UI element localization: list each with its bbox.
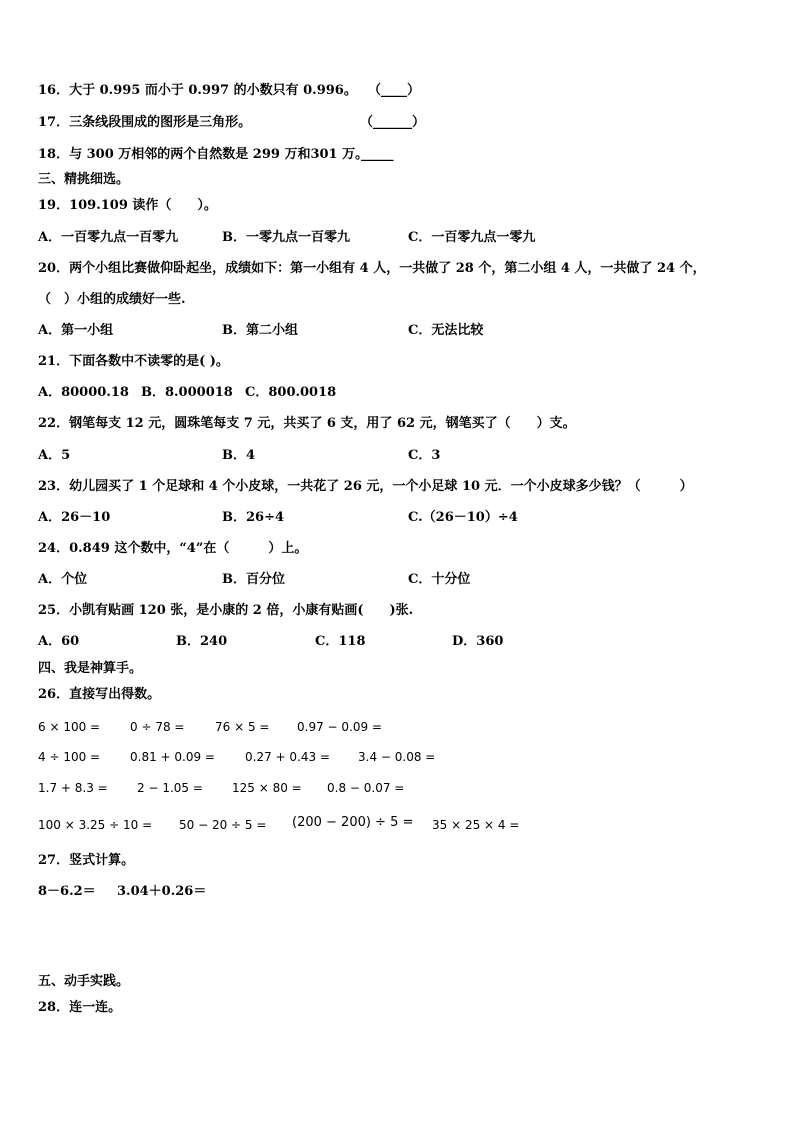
section-5-heading: 五、动手实践。	[38, 974, 130, 989]
q20-text-line2: （ ）小组的成绩好一些.	[38, 292, 186, 307]
section-3-heading: 三、精挑细选。	[38, 172, 130, 187]
q25-option-c[interactable]: C．118	[315, 634, 366, 649]
calc-r4-c3: (200 − 200) ÷ 5 =	[292, 815, 414, 830]
q26-text: 26．直接写出得数。	[38, 687, 161, 702]
q16-text: 16．大于 0.995 而小于 0.997 的小数只有 0.996。	[38, 83, 357, 98]
calc-r4-c2: 50 − 20 ÷ 5 =	[179, 818, 267, 832]
calc-r3-c1: 1.7 + 8.3 =	[38, 781, 108, 795]
calc-r2-c1: 4 ÷ 100 =	[38, 750, 101, 764]
q25-option-a[interactable]: A．60	[38, 634, 80, 649]
q19-option-a[interactable]: A．一百零九点一百零九	[38, 230, 179, 245]
q21-text: 21．下面各数中不读零的是( )。	[38, 354, 229, 369]
q20-option-b[interactable]: B．第二小组	[222, 323, 298, 338]
q27-expression-1: 8－6.2＝	[38, 884, 96, 899]
q21-option-c[interactable]: C．800.0018	[245, 385, 337, 400]
q23-option-c[interactable]: C.（26－10）÷4	[408, 510, 518, 525]
q22-option-a[interactable]: A．5	[38, 448, 71, 463]
calc-r1-c4: 0.97 − 0.09 =	[297, 720, 382, 734]
q22-text: 22．钢笔每支 12 元，圆珠笔每支 7 元，共买了 6 支，用了 62 元，钢笔买了（ ）支。	[38, 416, 576, 431]
q20-option-a[interactable]: A．第一小组	[38, 323, 114, 338]
calc-r3-c4: 0.8 − 0.07 =	[327, 781, 405, 795]
q17-text: 17．三条线段围成的图形是三角形。	[38, 115, 252, 130]
q16-answer-blank[interactable]: （____）	[368, 83, 421, 98]
q27-text: 27．竖式计算。	[38, 853, 135, 868]
q18-answer-blank[interactable]: _____	[361, 147, 394, 162]
q27-expression-2: 3.04＋0.26＝	[117, 884, 207, 899]
q17-answer-blank[interactable]: （______）	[360, 115, 426, 130]
q21-option-b[interactable]: B．8.000018	[141, 385, 233, 400]
calc-r1-c2: 0 ÷ 78 =	[130, 720, 185, 734]
calc-r1-c3: 76 × 5 =	[215, 720, 270, 734]
q24-option-a[interactable]: A．个位	[38, 572, 88, 587]
calc-r1-c1: 6 × 100 =	[38, 720, 101, 734]
section-4-heading: 四、我是神算手。	[38, 661, 143, 676]
q24-option-b[interactable]: B．百分位	[222, 572, 285, 587]
q19-option-c[interactable]: C．一百零九点一零九	[408, 230, 536, 245]
calc-r2-c2: 0.81 + 0.09 =	[130, 750, 215, 764]
calc-r3-c2: 2 − 1.05 =	[137, 781, 203, 795]
q25-option-b[interactable]: B．240	[176, 634, 228, 649]
q19-text: 19．109.109 读作（ ）。	[38, 198, 217, 213]
calc-r4-c4: 35 × 25 × 4 =	[432, 818, 520, 832]
calc-r4-c1: 100 × 3.25 ÷ 10 =	[38, 818, 153, 832]
q23-option-a[interactable]: A．26－10	[38, 510, 111, 525]
q20-option-c[interactable]: C．无法比较	[408, 323, 484, 338]
calc-r2-c3: 0.27 + 0.43 =	[245, 750, 330, 764]
calc-r3-c3: 125 × 80 =	[232, 781, 302, 795]
q22-option-b[interactable]: B．4	[222, 448, 256, 463]
q23-option-b[interactable]: B．26÷4	[222, 510, 285, 525]
q25-option-d[interactable]: D．360	[452, 634, 504, 649]
calc-r2-c4: 3.4 − 0.08 =	[358, 750, 436, 764]
q24-text: 24．0.849 这个数中，“4”在（ ）上。	[38, 541, 308, 556]
q19-option-b[interactable]: B．一零九点一百零九	[222, 230, 350, 245]
q18-text: 18．与 300 万相邻的两个自然数是 299 万和301 万。	[38, 147, 369, 162]
q28-text: 28．连一连。	[38, 1000, 122, 1015]
q22-option-c[interactable]: C．3	[408, 448, 441, 463]
q24-option-c[interactable]: C．十分位	[408, 572, 471, 587]
q20-text-line1: 20．两个小组比赛做仰卧起坐，成绩如下：第一小组有 4 人，一共做了 28 个，第二小组 4 人，一共做了 24 个，	[38, 261, 706, 276]
q25-text: 25．小凯有贴画 120 张，是小康的 2 倍，小康有贴画( )张.	[38, 603, 414, 618]
q21-option-a[interactable]: A．80000.18	[38, 385, 129, 400]
q23-text: 23．幼儿园买了 1 个足球和 4 个小皮球，一共花了 26 元，一个小足球 10 元．一个小皮球多少钱？（ ）	[38, 479, 693, 494]
